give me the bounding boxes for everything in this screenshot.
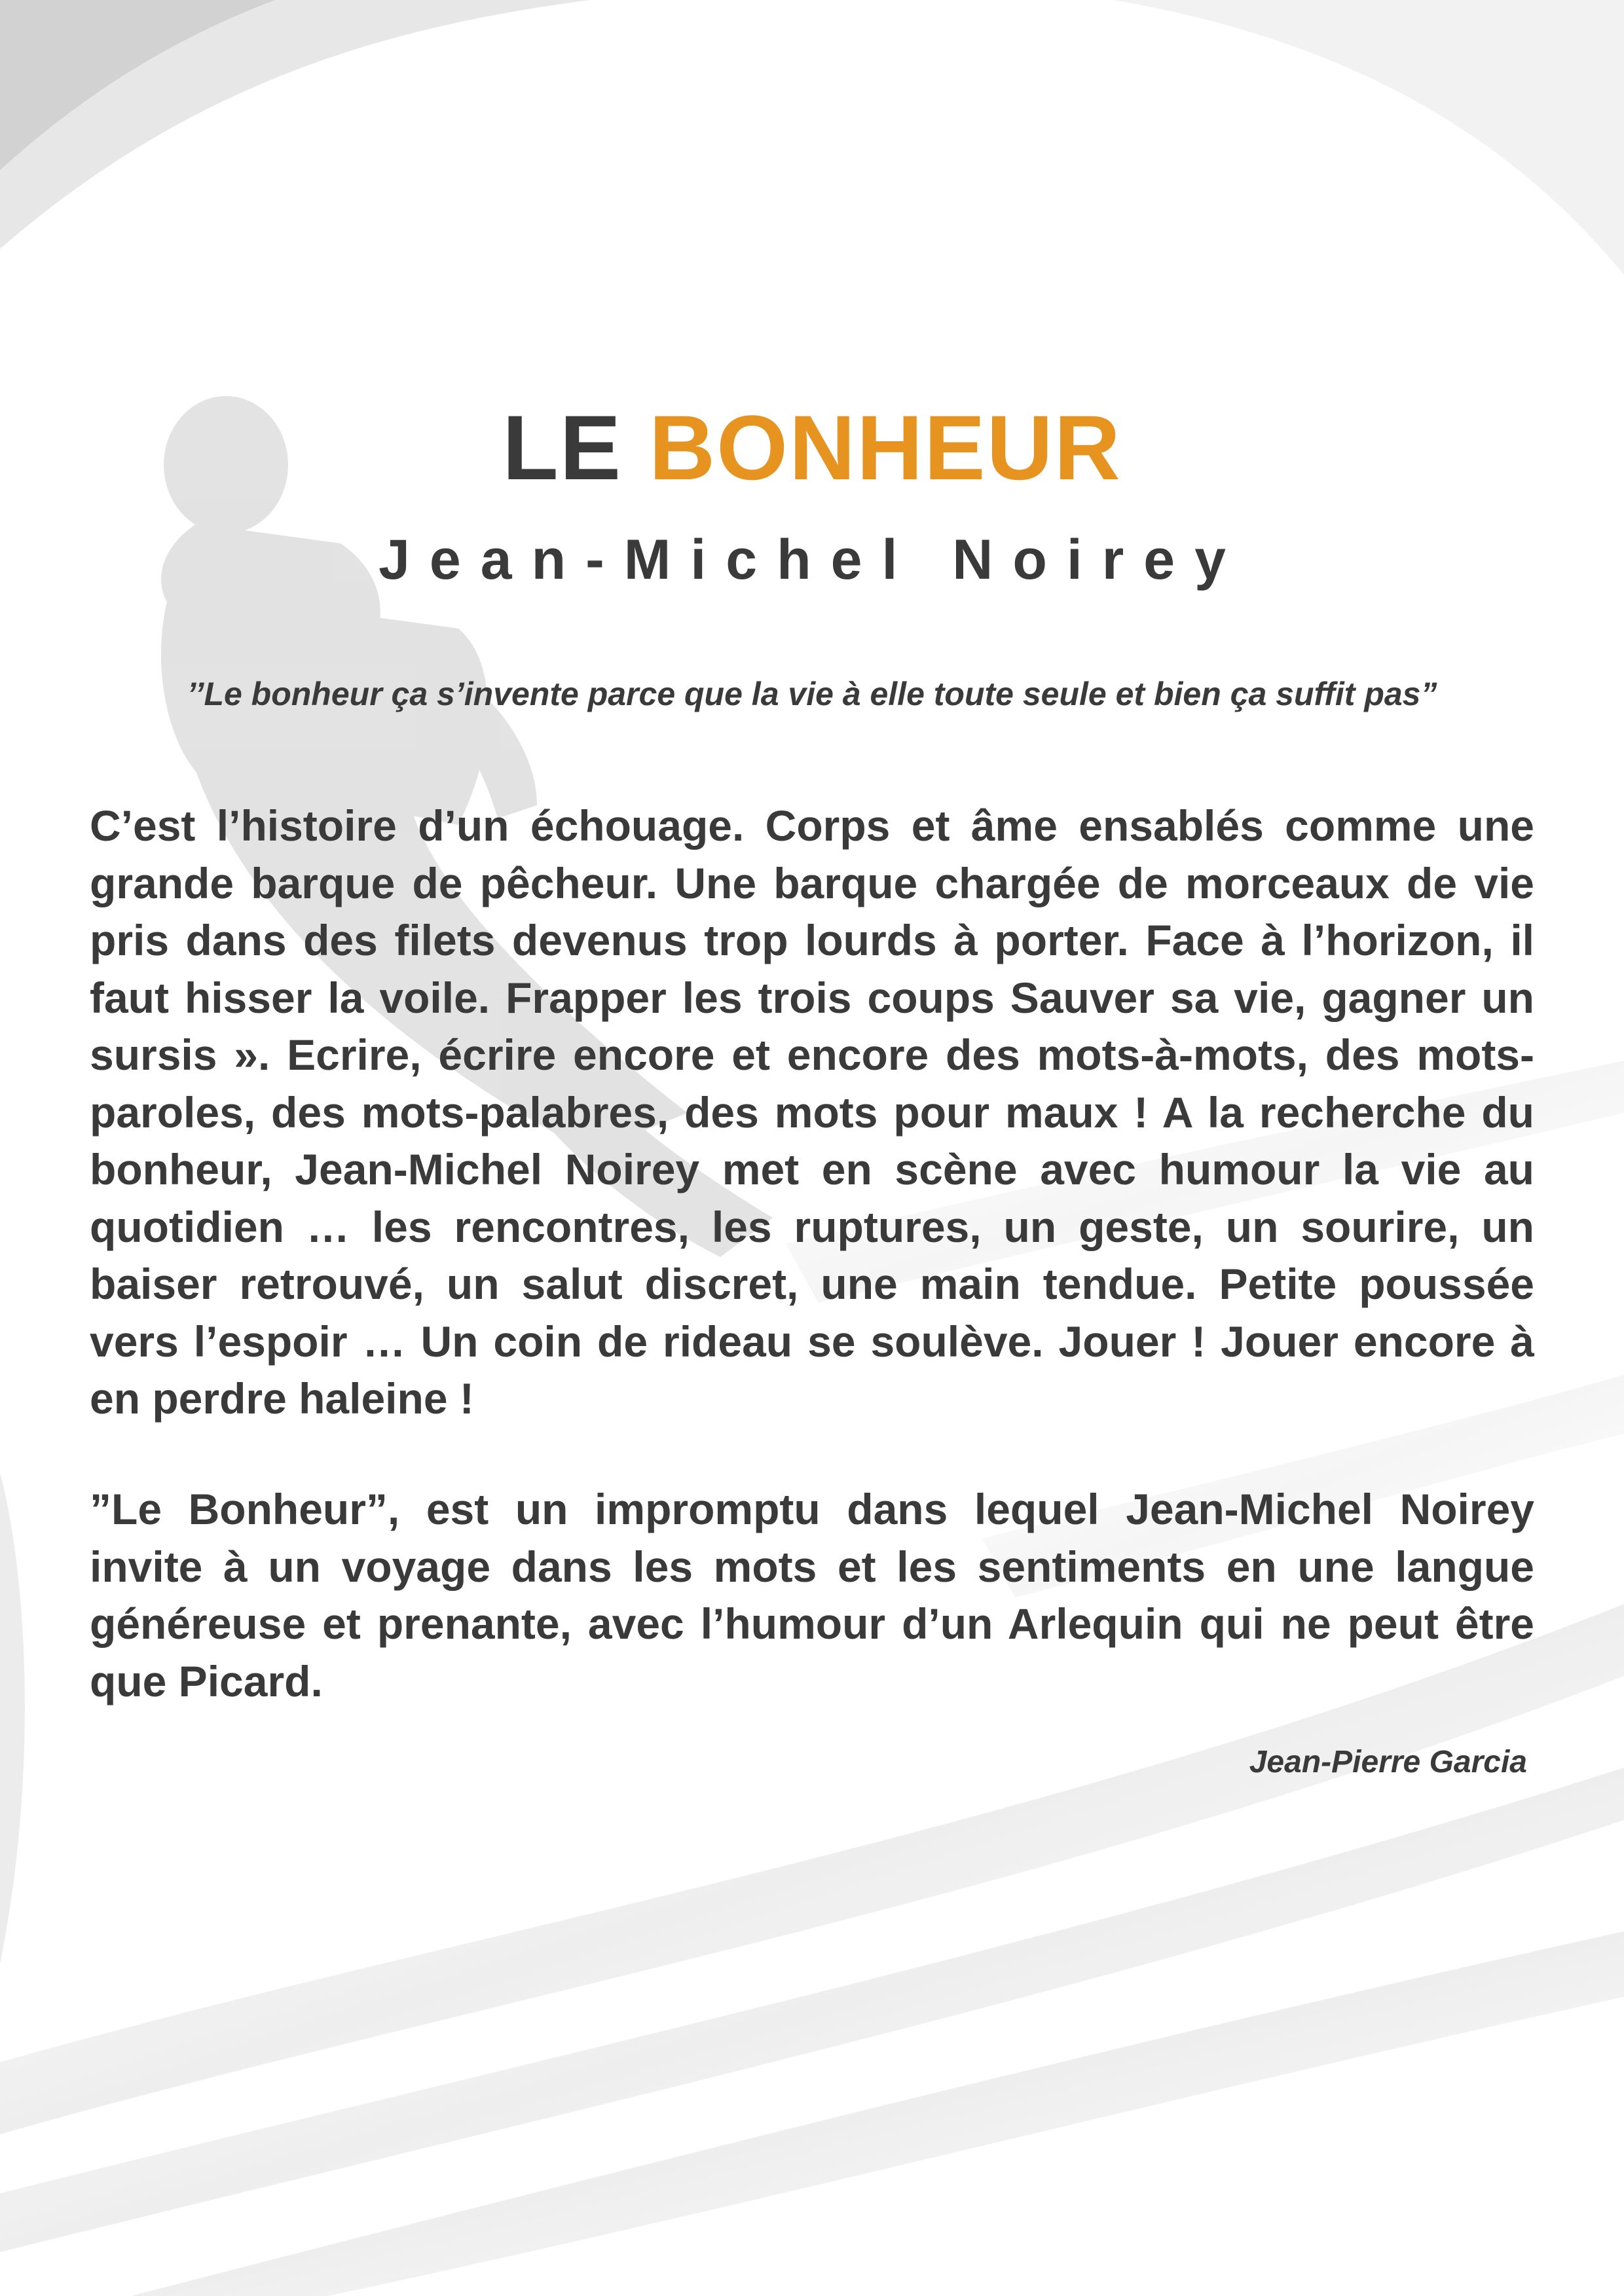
author-name: Jean-Michel Noirey	[378, 528, 1246, 591]
page-title	[0, 395, 1624, 499]
epigraph-quote: ’’Le bonheur ça s’invente parce que la vie à elle toute seule et bien ça suffit pas”	[187, 676, 1437, 712]
title-word-bonheur: BONHEUR	[649, 395, 1122, 499]
signature: Jean-Pierre Garcia	[1249, 1745, 1527, 1779]
title-word-le: LE	[502, 395, 623, 499]
body-paragraph-2: ”Le Bonheur”, est un impromptu dans lequel Jean-Michel Noirey invite à un voyage dans les mots et les sentiments en une langue généreuse et prenante, avec l’humour d’un Arlequin qui ne peut être que Picard.	[90, 1485, 1534, 1705]
body-paragraph-1: C’est l’histoire d’un échouage. Corps et âme ensablés comme une grande barque de pêcheur. Une barque chargée de morceaux de vie pris dans des filets devenus trop lourds à porter. Face à l’horizon, il faut hisser la voile. Frapper les trois coups Sauver sa vie, gagner un sursis ». Ecrire, écrire encore et encore des mots-à-mots, des mots-paroles, des mots-palabres, des mots pour maux ! A la recherche du bonheur, Jean-Michel Noirey met en scène avec humour la vie au quotidien … les rencontres, les ruptures, un geste, un sourire, un baiser retrouvé, un salut discret, une main tendue. Petite poussée vers l’espoir … Un coin de rideau se soulève. Jouer ! Jouer encore à en perdre haleine !	[90, 801, 1534, 1423]
